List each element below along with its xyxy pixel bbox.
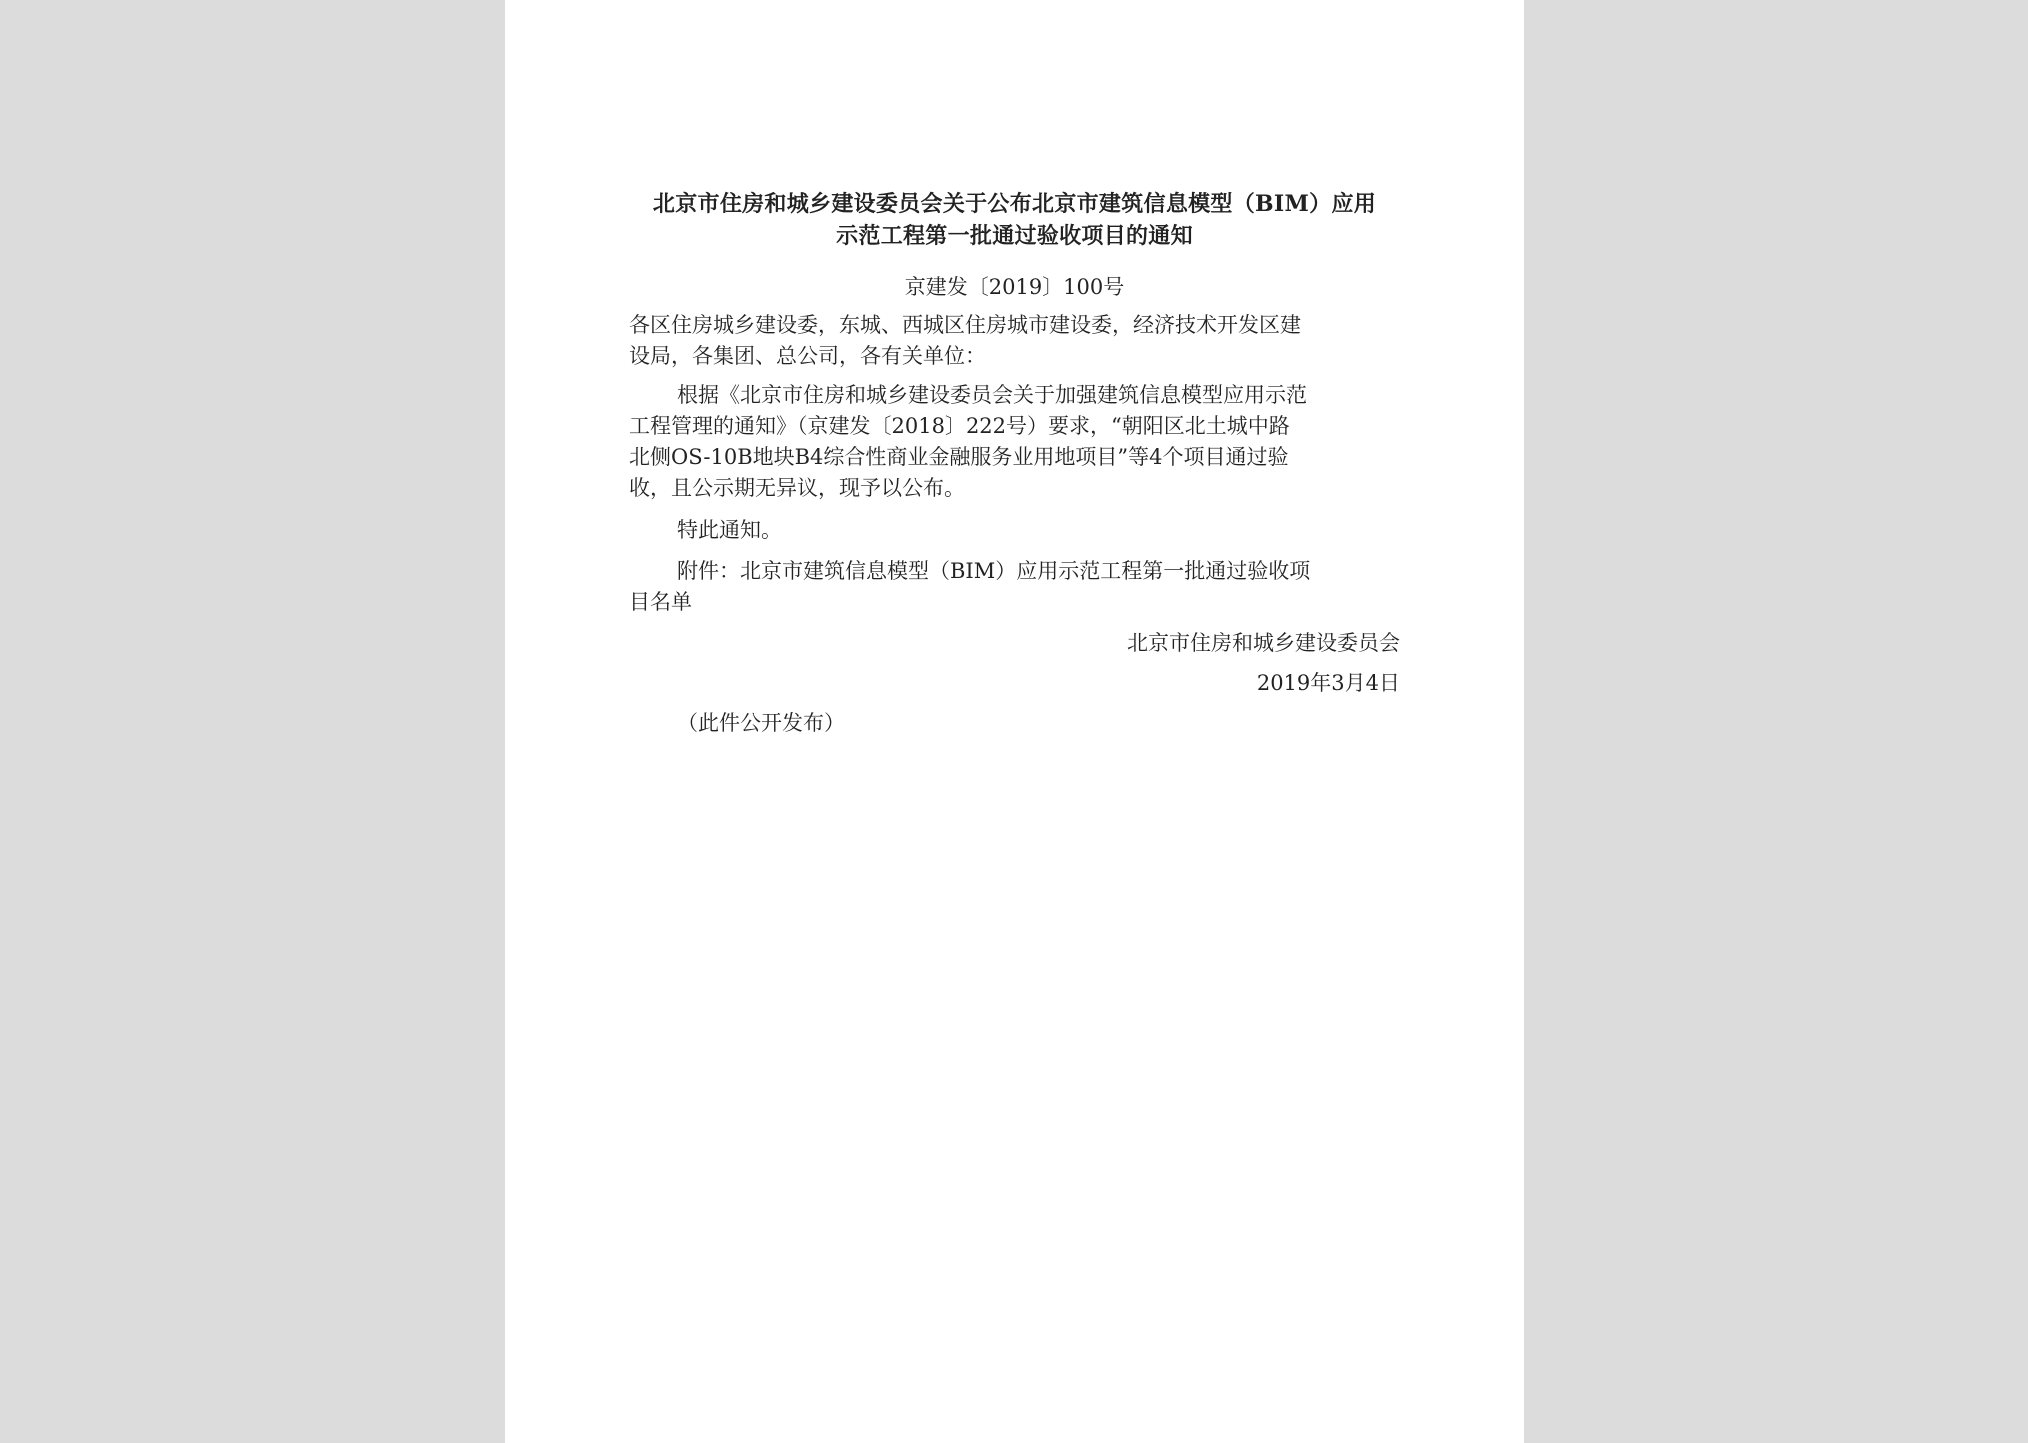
document-number: 京建发〔2019〕100号 (904, 275, 1125, 299)
issue-date: 2019年3月4日 (1256, 671, 1400, 695)
body-line: 北侧OS-10B地块B4综合性商业金融服务业用地项目”等4个项目通过验 (629, 445, 1289, 469)
document-title (629, 188, 1400, 252)
body-line: 收，且公示期无异议，现予以公布。 (629, 476, 965, 500)
title-line: 北京市住房和城乡建设委员会关于公布北京市建筑信息模型（BIM）应用 (652, 191, 1377, 217)
addressee-paragraph (629, 310, 1400, 372)
attachment-line: 目名单 (629, 590, 692, 614)
body-paragraph (629, 380, 1400, 504)
issuer-signature: 北京市住房和城乡建设委员会 (1127, 631, 1400, 655)
body-line: 工程管理的通知》（京建发〔2018〕222号）要求，“朝阳区北土城中路 (629, 414, 1290, 438)
title-line: 示范工程第一批通过验收项目的通知 (836, 223, 1193, 249)
body-line: 根据《北京市住房和城乡建设委员会关于加强建筑信息模型应用示范 (677, 383, 1307, 407)
closing-line: 特此通知。 (677, 518, 782, 542)
attachment-line: 附件：北京市建筑信息模型（BIM）应用示范工程第一批通过验收项 (677, 559, 1311, 583)
document-page (505, 0, 1524, 1443)
attachment-paragraph (629, 556, 1400, 618)
addressee-line: 设局，各集团、总公司，各有关单位： (629, 344, 986, 368)
closing-paragraph (629, 515, 1400, 546)
addressee-line: 各区住房城乡建设委，东城、西城区住房城市建设委，经济技术开发区建 (629, 313, 1301, 337)
publication-note: （此件公开发布） (677, 711, 845, 735)
